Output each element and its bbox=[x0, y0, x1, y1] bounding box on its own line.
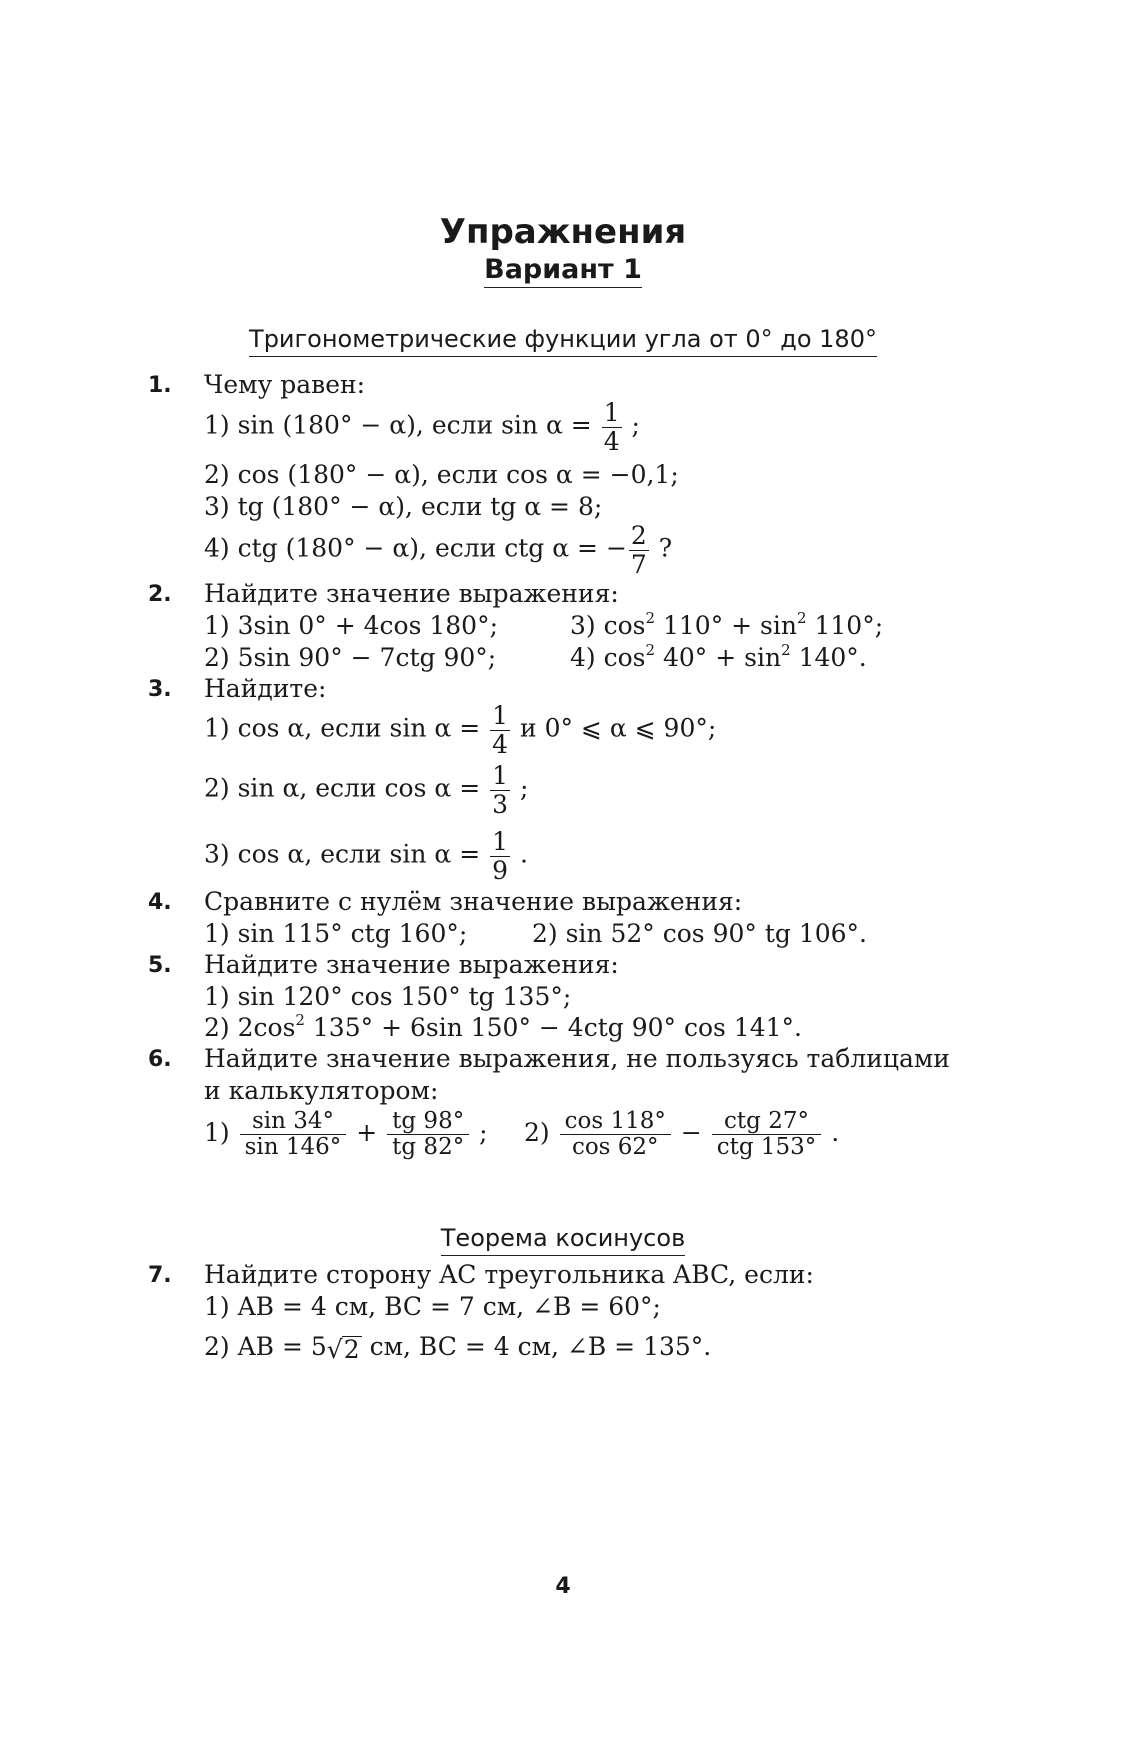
fraction-denominator: cos 62° bbox=[571, 1133, 659, 1160]
problem-7-item-2 bbox=[204, 1334, 711, 1362]
problem-2-prompt: Найдите значение выражения: bbox=[204, 579, 619, 608]
radicand: 2 bbox=[343, 1334, 360, 1364]
problem-1-prompt: Чему равен: bbox=[204, 370, 366, 399]
problem-number: 6. bbox=[148, 1047, 172, 1072]
fraction-denominator: 7 bbox=[630, 550, 647, 579]
problem-4-item-2: 2) sin 52° cos 90° tg 106°. bbox=[532, 919, 867, 948]
variant-heading-wrap bbox=[0, 254, 1126, 288]
section-heading-cosines: Теорема косинусов bbox=[441, 1224, 685, 1256]
problem-number: 7. bbox=[148, 1263, 172, 1288]
item-text: 110° + sin bbox=[655, 611, 797, 640]
problem-4-item-1: 1) sin 115° ctg 160°; bbox=[204, 919, 468, 948]
exponent: 2 bbox=[796, 609, 807, 627]
variant-heading: Вариант 1 bbox=[484, 254, 642, 288]
exponent: 2 bbox=[295, 1011, 305, 1029]
problem-number: 1. bbox=[148, 373, 172, 398]
problem-2-item-3 bbox=[570, 609, 884, 640]
fraction bbox=[560, 1109, 671, 1160]
fraction-numerator: 1 bbox=[492, 701, 509, 730]
fraction-denominator: 9 bbox=[492, 856, 509, 885]
problem-3-item-2 bbox=[204, 762, 528, 818]
problem-number: 3. bbox=[148, 677, 172, 702]
fraction-denominator: sin 146° bbox=[244, 1133, 342, 1160]
exponent: 2 bbox=[645, 609, 656, 627]
fraction-numerator: ctg 27° bbox=[712, 1109, 822, 1135]
problem-1-item-1 bbox=[204, 399, 640, 455]
item-text: ; bbox=[471, 1117, 488, 1147]
item-text: и 0° ⩽ α ⩽ 90°; bbox=[512, 713, 717, 743]
item-text: 2) 2cos bbox=[204, 1013, 296, 1042]
problem-number: 5. bbox=[148, 953, 172, 978]
problem-2-item-2: 2) 5sin 90° − 7ctg 90°; bbox=[204, 643, 497, 672]
problem-7-item-1: 1) AB = 4 см, BC = 7 см, ∠B = 60°; bbox=[204, 1292, 661, 1321]
problem-7-prompt: Найдите сторону AC треугольника ABC, если: bbox=[204, 1260, 814, 1289]
problem-3-prompt: Найдите: bbox=[204, 674, 327, 703]
operator: + bbox=[348, 1117, 386, 1147]
section-heading-wrap-2 bbox=[0, 1224, 1126, 1256]
item-text: 1) cos α, если sin α = bbox=[204, 713, 489, 743]
item-text: 4) ctg (180° − α), если ctg α = − bbox=[204, 533, 627, 563]
item-text: 40° + sin bbox=[655, 643, 782, 672]
problem-1-item-2: 2) cos (180° − α), если cos α = −0,1; bbox=[204, 460, 679, 489]
item-text: ; bbox=[623, 410, 640, 440]
operator: − bbox=[672, 1117, 710, 1147]
exponent: 2 bbox=[781, 641, 791, 659]
problem-6-prompt-line-1: Найдите значение выражения, не пользуясь таблицами bbox=[204, 1044, 950, 1073]
problem-3-item-1 bbox=[204, 702, 716, 758]
fraction-numerator: 1 bbox=[492, 761, 509, 790]
item-text: 140°. bbox=[790, 643, 867, 672]
item-text: 110°; bbox=[806, 611, 884, 640]
item-text: . bbox=[512, 839, 528, 869]
problem-number: 4. bbox=[148, 890, 172, 915]
fraction-denominator: 3 bbox=[492, 790, 509, 819]
problem-5-item-1: 1) sin 120° cos 150° tg 135°; bbox=[204, 982, 572, 1011]
problem-1-item-3: 3) tg (180° − α), если tg α = 8; bbox=[204, 492, 603, 521]
fraction-denominator: ctg 153° bbox=[716, 1133, 817, 1160]
fraction-numerator: 1 bbox=[603, 398, 620, 427]
item-text: 3) cos α, если sin α = bbox=[204, 839, 489, 869]
fraction bbox=[490, 828, 510, 884]
fraction bbox=[240, 1109, 347, 1160]
square-root bbox=[327, 1336, 362, 1362]
item-text: ; bbox=[512, 773, 529, 803]
problem-6-item-1 bbox=[204, 1109, 488, 1160]
problem-2-item-1: 1) 3sin 0° + 4cos 180°; bbox=[204, 611, 499, 640]
fraction-denominator: tg 82° bbox=[392, 1133, 465, 1160]
problem-6-prompt-line-2: и калькулятором: bbox=[204, 1076, 439, 1105]
problem-5-prompt: Найдите значение выражения: bbox=[204, 950, 619, 979]
item-text: см, BC = 4 см, ∠B = 135°. bbox=[361, 1332, 712, 1361]
page-number: 4 bbox=[555, 1574, 571, 1599]
fraction-numerator: tg 98° bbox=[387, 1109, 469, 1135]
problem-3-item-3 bbox=[204, 828, 528, 884]
radical-sign: √ bbox=[326, 1334, 343, 1364]
problem-2-item-4 bbox=[570, 641, 867, 672]
fraction bbox=[602, 399, 622, 455]
problem-number: 2. bbox=[148, 582, 172, 607]
exponent: 2 bbox=[645, 641, 656, 659]
page-title: Упражнения bbox=[439, 212, 687, 252]
section-heading-trig: Тригонометрические функции угла от 0° до 180° bbox=[249, 325, 877, 357]
item-text: 2) AB = 5 bbox=[204, 1332, 327, 1361]
section-heading-wrap-1 bbox=[0, 325, 1126, 357]
item-label: 2) bbox=[524, 1117, 550, 1147]
item-text: . bbox=[823, 1117, 840, 1147]
problem-6-item-2 bbox=[524, 1109, 839, 1160]
fraction-denominator: 4 bbox=[492, 730, 509, 759]
problem-1-item-4 bbox=[204, 522, 672, 578]
item-text: 1) sin (180° − α), если sin α = bbox=[204, 410, 600, 440]
item-text: 135° + 6sin 150° − 4ctg 90° cos 141°. bbox=[304, 1013, 802, 1042]
fraction-numerator: 1 bbox=[492, 827, 509, 856]
problem-5-item-2 bbox=[204, 1011, 802, 1042]
fraction bbox=[712, 1109, 822, 1160]
fraction-numerator: 2 bbox=[630, 521, 647, 550]
item-text: ? bbox=[650, 533, 673, 563]
item-text: 4) cos bbox=[570, 643, 646, 672]
fraction bbox=[490, 702, 510, 758]
fraction bbox=[490, 762, 510, 818]
problem-4-prompt: Сравните с нулём значение выражения: bbox=[204, 887, 743, 916]
fraction-denominator: 4 bbox=[603, 427, 620, 456]
item-text: 3) cos bbox=[570, 611, 646, 640]
item-label: 1) bbox=[204, 1117, 230, 1147]
item-text: 2) sin α, если cos α = bbox=[204, 773, 489, 803]
fraction-numerator: sin 34° bbox=[240, 1109, 347, 1135]
fraction-numerator: cos 118° bbox=[560, 1109, 671, 1135]
fraction bbox=[387, 1109, 469, 1160]
fraction bbox=[629, 522, 649, 578]
